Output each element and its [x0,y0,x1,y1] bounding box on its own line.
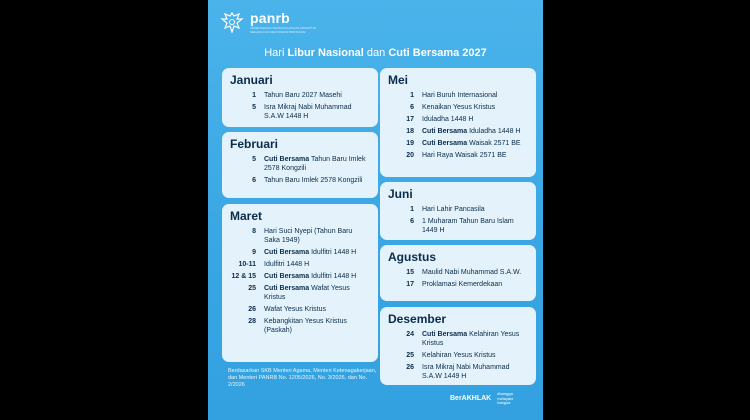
poster-title [208,47,543,60]
garuda-emblem-icon [220,10,244,36]
holiday-desc: Idulfitri 1448 H [264,261,310,268]
month-card-maret [222,204,378,362]
holiday-poster [208,0,543,420]
holiday-entry [388,217,528,235]
holiday-entry [388,103,528,112]
holiday-date: 17 [406,281,414,288]
footnote: Berdasarkan SKB Menteri Agama, Menteri Ketenagakerjaan, dan Menteri PANRB No. 1205/2026, No. 3/2026, dan No. 2/2026 [228,368,377,388]
holiday-entry [388,205,528,214]
holiday-desc [264,155,370,173]
holiday-desc [264,248,356,257]
holiday-date: 5 [252,156,256,163]
footer-logos [450,392,527,406]
month-card-mei [380,68,536,177]
holiday-entry [388,351,528,360]
title-middle: dan [363,47,389,59]
holiday-text: Kelahiran Yesus Kristus [422,331,520,347]
header [220,10,320,36]
month-card-juni [380,182,536,240]
berakhlak-logo: BerAKHLAK [450,395,492,403]
holiday-date: 26 [406,364,414,371]
month-card-februari [222,132,378,198]
holiday-entry [230,176,370,185]
holiday-desc: 1 Muharam Tahun Baru Islam 1449 H [422,218,514,234]
holiday-desc: Maulid Nabi Muhammad S.A.W. [422,269,522,276]
holiday-date: 24 [406,331,414,338]
title-prefix: Hari [264,47,288,59]
month-card-desember [380,307,536,385]
holiday-entry [230,272,370,281]
holiday-date: 6 [410,218,414,225]
month-title: Maret [230,209,263,223]
holiday-desc: Hari Suci Nyepi (Tahun Baru Saka 1949) [264,228,353,244]
holiday-desc [264,272,356,281]
holiday-text: Iduladha 1448 H [469,128,521,135]
holiday-date: 18 [406,128,414,135]
cuti-label: Cuti Bersama [422,128,468,135]
holiday-entry [230,305,370,314]
bangga-melayani-logo: #bangga melayani bangsa [497,391,514,405]
brand-logo-text: panrb [250,10,290,26]
cuti-label: Cuti Bersama [264,273,310,280]
holiday-date: 9 [252,249,256,256]
cuti-label: Cuti Bersama [264,249,310,256]
holiday-date: 1 [252,92,256,99]
holiday-date: 1 [410,92,414,99]
holiday-date: 6 [410,104,414,111]
holiday-entry [388,151,528,160]
holiday-entry [388,139,528,148]
holiday-entry [388,127,528,136]
holiday-desc: Tahun Baru 2027 Masehi [264,92,342,99]
title-bold-cuti: Cuti Bersama 2027 [388,47,487,59]
holiday-date: 28 [248,318,256,325]
holiday-desc [422,127,520,136]
month-title: Agustus [388,250,436,264]
holiday-entry [388,330,528,348]
month-title: Februari [230,137,279,151]
holiday-desc: Wafat Yesus Kristus [264,306,326,313]
holiday-text: Waisak 2571 BE [469,140,521,147]
holiday-text: Idulfitri 1448 H [311,249,357,256]
holiday-entry [230,91,370,100]
holiday-entry [230,317,370,335]
holiday-desc: Kebangkitan Yesus Kristus (Paskah) [264,318,347,334]
holiday-date: 5 [252,104,256,111]
holiday-entry [388,280,528,289]
holiday-entry [230,248,370,257]
cuti-label: Cuti Bersama [264,285,310,292]
holiday-desc: Kelahiran Yesus Kristus [422,352,496,359]
cuti-label: Cuti Bersama [264,156,310,163]
holiday-desc [264,284,370,302]
holiday-date: 17 [406,116,414,123]
holiday-date: 15 [406,269,414,276]
holiday-desc: Isra Mikraj Nabi Muhammad S.A.W 1449 H [422,364,510,380]
holiday-date: 10-11 [238,261,256,268]
holiday-entry [388,363,528,381]
month-title: Mei [388,73,409,87]
holiday-date: 1 [410,206,414,213]
holiday-desc: Tahun Baru Imlek 2578 Kongzili [264,177,363,184]
holiday-date: 12 & 15 [231,273,256,280]
holiday-desc: Hari Raya Waisak 2571 BE [422,152,507,159]
holiday-text: Idulfitri 1448 H [311,273,357,280]
holiday-desc: Hari Lahir Pancasila [422,206,485,213]
holiday-desc: Hari Buruh Internasional [422,92,498,99]
month-card-agustus [380,245,536,301]
holiday-entry [230,227,370,245]
holiday-entry [388,268,528,277]
holiday-entry [230,260,370,269]
holiday-desc: Iduladha 1448 H [422,116,474,123]
holiday-date: 25 [248,285,256,292]
holiday-text: Wafat Yesus Kristus [264,285,350,301]
holiday-text: Tahun Baru Imlek 2578 Kongzili [264,156,366,172]
month-title: Desember [388,312,447,326]
holiday-entry [230,284,370,302]
holiday-date: 8 [252,228,256,235]
cuti-label: Cuti Bersama [422,140,468,147]
holiday-desc: Kenaikan Yesus Kristus [422,104,496,111]
holiday-desc: Proklamasi Kemerdekaan [422,281,503,288]
holiday-entry [230,103,370,121]
title-bold-libur: Libur Nasional [287,47,364,59]
holiday-desc: Isra Mikraj Nabi Muhammad S.A.W 1448 H [264,104,352,120]
holiday-date: 19 [406,140,414,147]
holiday-entry [388,115,528,124]
holiday-entry [388,91,528,100]
month-title: Januari [230,73,273,87]
holiday-entry [230,155,370,173]
month-card-januari [222,68,378,127]
brand-subtitle: KEMENTERIAN PENDAYAGUNAAN APARATUR NEGARA DAN REFORMASI BIROKRASI [250,26,316,34]
month-title: Juni [388,187,413,201]
cuti-label: Cuti Bersama [422,331,468,338]
holiday-desc [422,139,521,148]
holiday-date: 20 [406,152,414,159]
holiday-date: 26 [248,306,256,313]
holiday-date: 25 [406,352,414,359]
holiday-desc [422,330,528,348]
holiday-date: 6 [252,177,256,184]
